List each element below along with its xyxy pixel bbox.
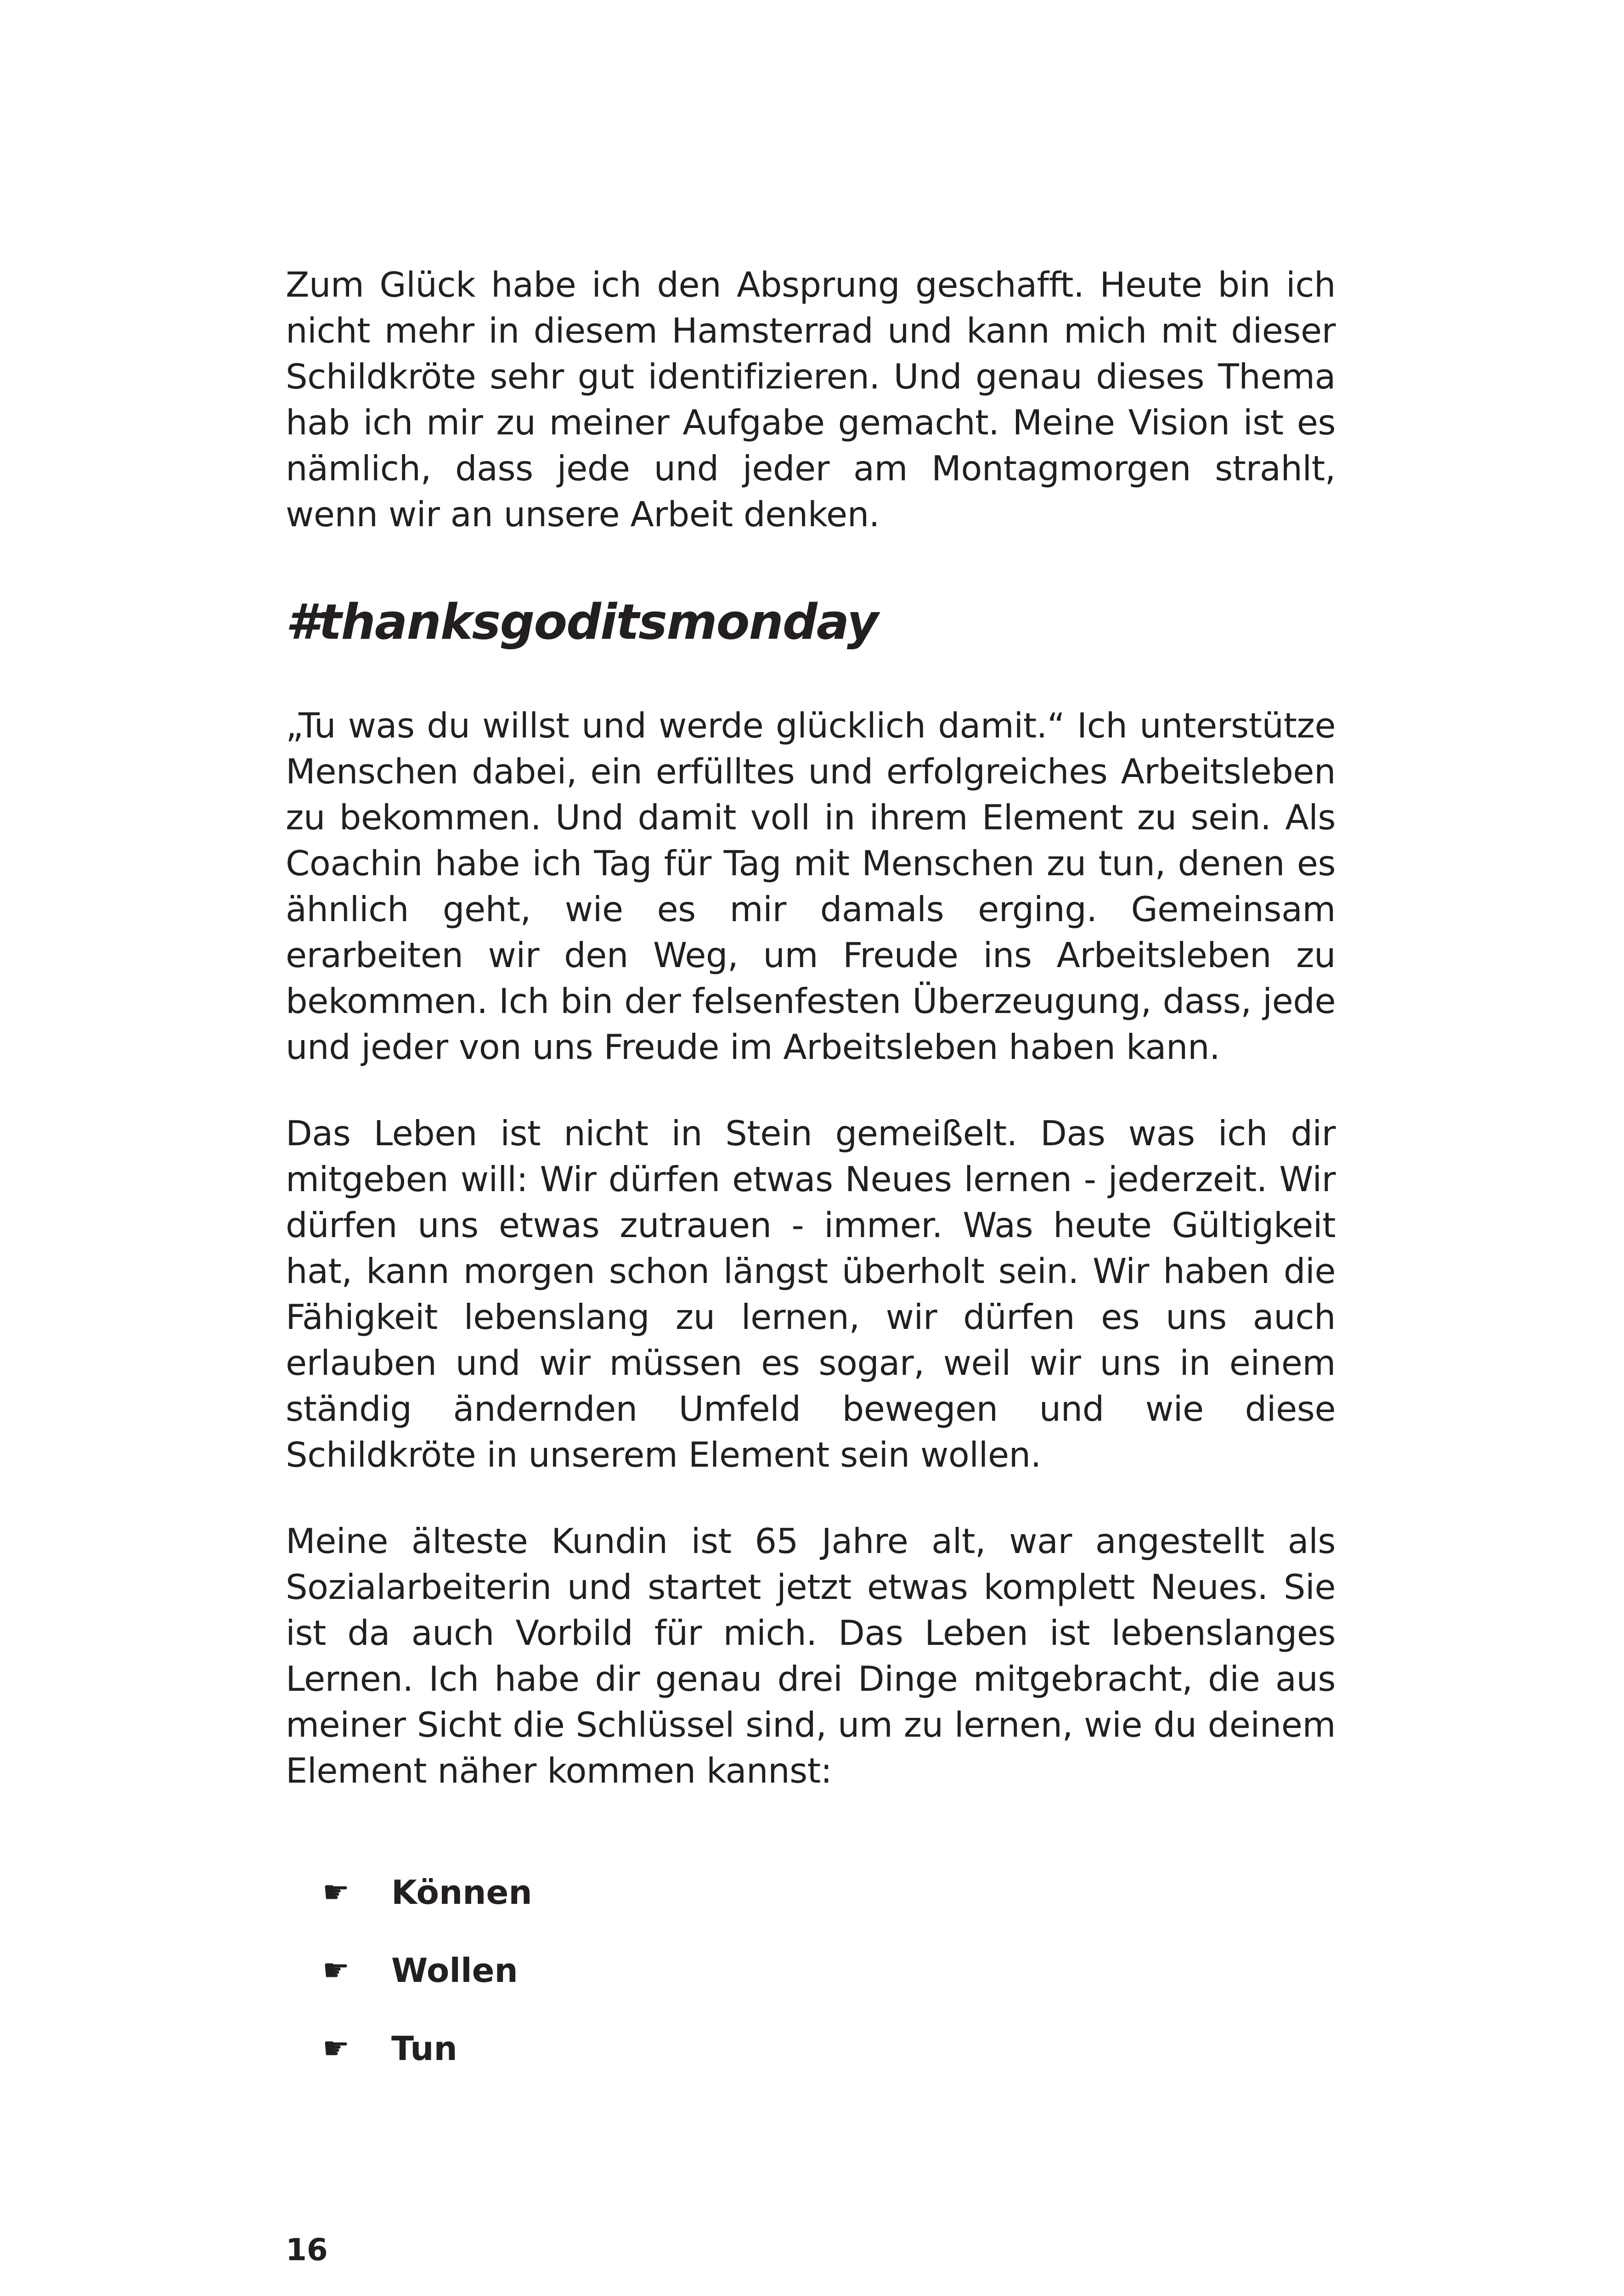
- pointing-hand-icon: ☛: [322, 2031, 350, 2066]
- key-list: [286, 1853, 1336, 2088]
- list-item: [286, 2009, 1336, 2088]
- intro-paragraph: Zum Glück habe ich den Absprung geschafft. Heute bin ich nicht mehr in diesem Hamsterrad und kann mich mit dieser Schildkröte sehr gut identifizieren. Und genau dieses Thema hab ich mir zu meiner Aufgabe gemacht. Meine Vision ist es nämlich, dass jede und jeder am Montagmorgen strahlt, wenn wir an unsere Arbeit denken.: [286, 264, 1336, 535]
- section-heading: #thanksgoditsmonday: [286, 594, 878, 650]
- body-paragraph-2: Das Leben ist nicht in Stein gemeißelt. Das was ich dir mitgeben will: Wir dürfen etwas Neues lernen - jederzeit. Wir dürfen uns etwas zutrauen - immer. Was heute Gültigkeit hat, kann morgen schon längst überholt sein. Wir haben die Fähigkeit lebenslang zu lernen, wir dürfen es uns auch erlauben und wir müssen es sogar, weil wir uns in einem ständig ändernden Umfeld bewegen und wie diese Schildkröte in unserem Element sein wollen.: [286, 1113, 1336, 1475]
- body-paragraph-3: Meine älteste Kundin ist 65 Jahre alt, war angestellt als Sozialarbeiterin und startet jetzt etwas komplett Neues. Sie ist da auch Vorbild für mich. Das Leben ist lebenslanges Lernen. Ich habe dir genau drei Dinge mitgebracht, die aus meiner Sicht die Schlüssel sind, um zu lernen, wie du deinem Element näher kommen kannst:: [286, 1521, 1336, 1791]
- list-item-label: Tun: [391, 2029, 457, 2068]
- list-item-label: Können: [391, 1873, 532, 1912]
- list-item: [286, 1853, 1336, 1931]
- list-item: [286, 1931, 1336, 2009]
- pointing-hand-icon: ☛: [322, 1874, 350, 1910]
- body-paragraph-1: „Tu was du willst und werde glücklich damit.“ Ich unterstütze Menschen dabei, ein erfülltes und erfolgreiches Arbeitsleben zu bekommen. Und damit voll in ihrem Element zu sein. Als Coachin habe ich Tag für Tag mit Menschen zu tun, denen es ähnlich geht, wie es mir damals erging. Gemeinsam erarbeiten wir den Weg, um Freude ins Arbeitsleben zu bekommen. Ich bin der felsenfesten Überzeugung, dass, jede und jeder von uns Freude im Arbeitsleben haben kann.: [286, 705, 1336, 1067]
- list-item-label: Wollen: [391, 1951, 518, 1990]
- pointing-hand-icon: ☛: [322, 1953, 350, 1988]
- page-number: 16: [286, 2232, 328, 2268]
- page-content: [286, 262, 1336, 2088]
